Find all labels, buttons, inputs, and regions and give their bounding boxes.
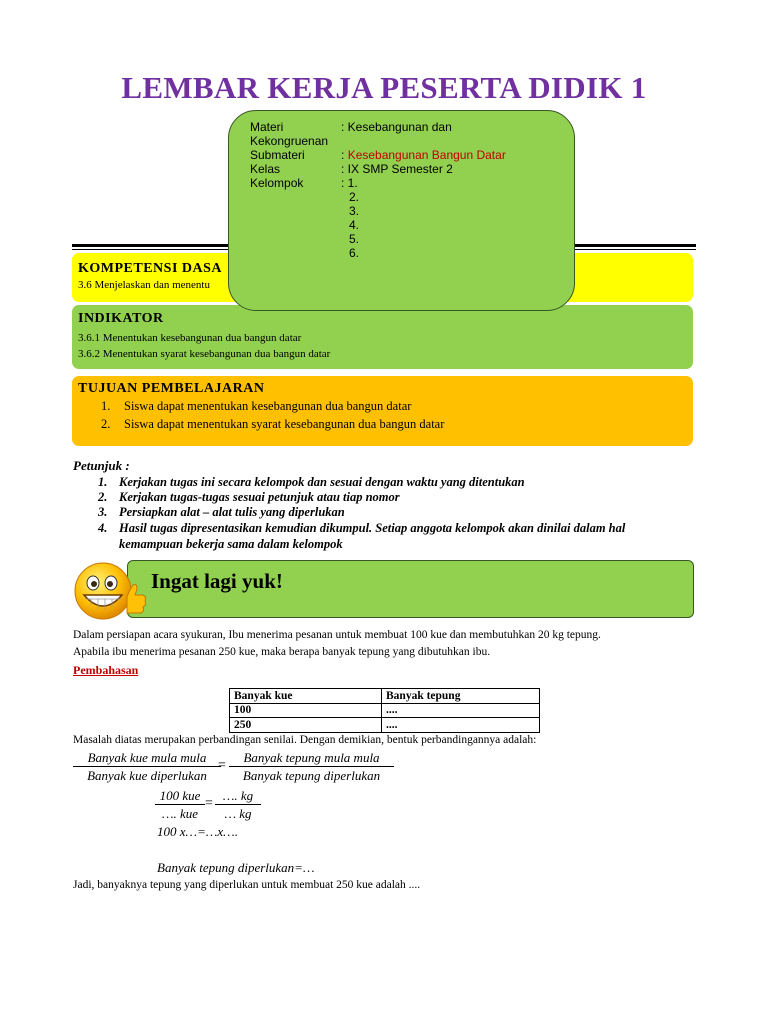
kelompok-member: 6. xyxy=(349,246,360,260)
tujuan-item-num: 1. xyxy=(101,399,111,413)
petunjuk-text: kemampuan bekerja sama dalam kelompok xyxy=(119,537,343,551)
fraction-numerator: Banyak tepung mula mula xyxy=(229,750,394,767)
table-cell: .... xyxy=(382,703,540,718)
table-cell: 250 xyxy=(230,718,382,733)
fraction-numerator: Banyak kue mula mula xyxy=(73,750,221,767)
submateri-value xyxy=(341,148,506,162)
tujuan-item-text: Siswa dapat menentukan kesebangunan dua bangun datar xyxy=(124,399,412,413)
fraction-denominator: Banyak kue diperlukan xyxy=(87,768,207,783)
indikator-box xyxy=(72,305,693,369)
materi-label: Materi xyxy=(250,120,284,134)
data-table xyxy=(229,688,540,733)
table-header-cell: Banyak kue xyxy=(230,689,382,704)
petunjuk-text: Kerjakan tugas-tugas sesuai petunjuk atau tiap nomor xyxy=(119,490,400,504)
petunjuk-num: 4. xyxy=(98,521,108,535)
problem-line: Dalam persiapan acara syukuran, Ibu menerima pesanan untuk membuat 100 kue dan membutuhkan 20 kg tepung. xyxy=(73,629,601,641)
submateri-label: Submateri xyxy=(250,148,305,162)
equals-sign: = xyxy=(218,758,226,773)
fraction-denominator: … kg xyxy=(224,806,252,821)
conclusion-text: Jadi, banyaknya tepung yang diperlukan untuk membuat 250 kue adalah .... xyxy=(73,879,421,891)
problem-line: Apabila ibu menerima pesanan 250 kue, maka berapa banyak tepung yang dibutuhkan ibu. xyxy=(73,646,491,658)
kelompok-value: : 1. xyxy=(341,176,358,190)
fraction-numerator: 100 kue xyxy=(155,788,205,805)
kelompok-member: 5. xyxy=(349,232,360,246)
fraction-denominator: …. kue xyxy=(161,806,199,821)
petunjuk-num: 2. xyxy=(98,490,108,504)
fraction-kue xyxy=(73,750,221,784)
table-row xyxy=(230,703,540,718)
kelompok-member: 3. xyxy=(349,204,360,218)
indikator-line: 3.6.1 Menentukan kesebangunan dua bangun datar xyxy=(78,332,302,344)
smiley-thumbs-up-icon xyxy=(71,561,149,621)
petunjuk-text: Hasil tugas dipresentasikan kemudian dikumpul. Setiap anggota kelompok akan dinilai dalam hal xyxy=(119,521,626,535)
petunjuk-num: 3. xyxy=(98,505,108,519)
submateri-colon: : xyxy=(341,148,345,162)
cross-multiply-line: 100 x…=…x…. xyxy=(157,824,238,839)
fraction-denominator: Banyak tepung diperlukan xyxy=(242,768,381,783)
ingat-title: Ingat lagi yuk! xyxy=(151,569,283,593)
indikator-line: 3.6.2 Menentukan syarat kesebangunan dua bangun datar xyxy=(78,348,331,360)
kelompok-member: 2. xyxy=(349,190,360,204)
fraction-tepung xyxy=(229,750,394,784)
table-cell: .... xyxy=(382,718,540,733)
page-title: LEMBAR KERJA PESERTA DIDIK 1 xyxy=(121,70,647,105)
equals-sign: = xyxy=(205,796,213,811)
kelas-label: Kelas xyxy=(250,162,281,176)
indikator-heading: INDIKATOR xyxy=(78,311,164,326)
materi-value: : Kesebangunan dan xyxy=(341,120,452,134)
petunjuk-title: Petunjuk : xyxy=(73,458,130,473)
fraction-kue-values xyxy=(155,788,205,822)
kelas-value: : IX SMP Semester 2 xyxy=(341,162,453,176)
fraction-kg-values xyxy=(215,788,261,822)
petunjuk-text: Kerjakan tugas ini secara kelompok dan sesuai dengan waktu yang ditentukan xyxy=(119,475,525,489)
table-header-cell: Banyak tepung xyxy=(382,689,540,704)
submateri-text: Kesebangunan Bangun Datar xyxy=(347,148,506,162)
table-cell: 100 xyxy=(230,703,382,718)
explanation-text: Masalah diatas merupakan perbandingan senilai. Dengan demikian, bentuk perbandingannya adalah: xyxy=(73,734,537,746)
kompetensi-line: 3.6 Menjelaskan dan menentu xyxy=(78,279,210,291)
info-box xyxy=(228,110,575,311)
petunjuk-num: 1. xyxy=(98,475,108,489)
tujuan-item-text: Siswa dapat menentukan syarat kesebangunan dua bangun datar xyxy=(124,417,445,431)
tujuan-box xyxy=(72,376,693,446)
kelompok-member: 4. xyxy=(349,218,360,232)
table-row xyxy=(230,718,540,733)
kelompok-label: Kelompok xyxy=(250,176,304,190)
pembahasan-heading: Pembahasan xyxy=(73,663,139,677)
tujuan-heading: TUJUAN PEMBELAJARAN xyxy=(78,381,265,396)
petunjuk-text: Persiapkan alat – alat tulis yang diperlukan xyxy=(119,505,345,519)
tujuan-item-num: 2. xyxy=(101,417,111,431)
fraction-numerator: …. kg xyxy=(215,788,261,805)
materi-continuation: Kekongruenan xyxy=(250,134,329,148)
table-header-row xyxy=(230,689,540,704)
kompetensi-heading: KOMPETENSI DASA xyxy=(78,261,223,276)
result-line: Banyak tepung diperlukan=… xyxy=(157,860,315,875)
